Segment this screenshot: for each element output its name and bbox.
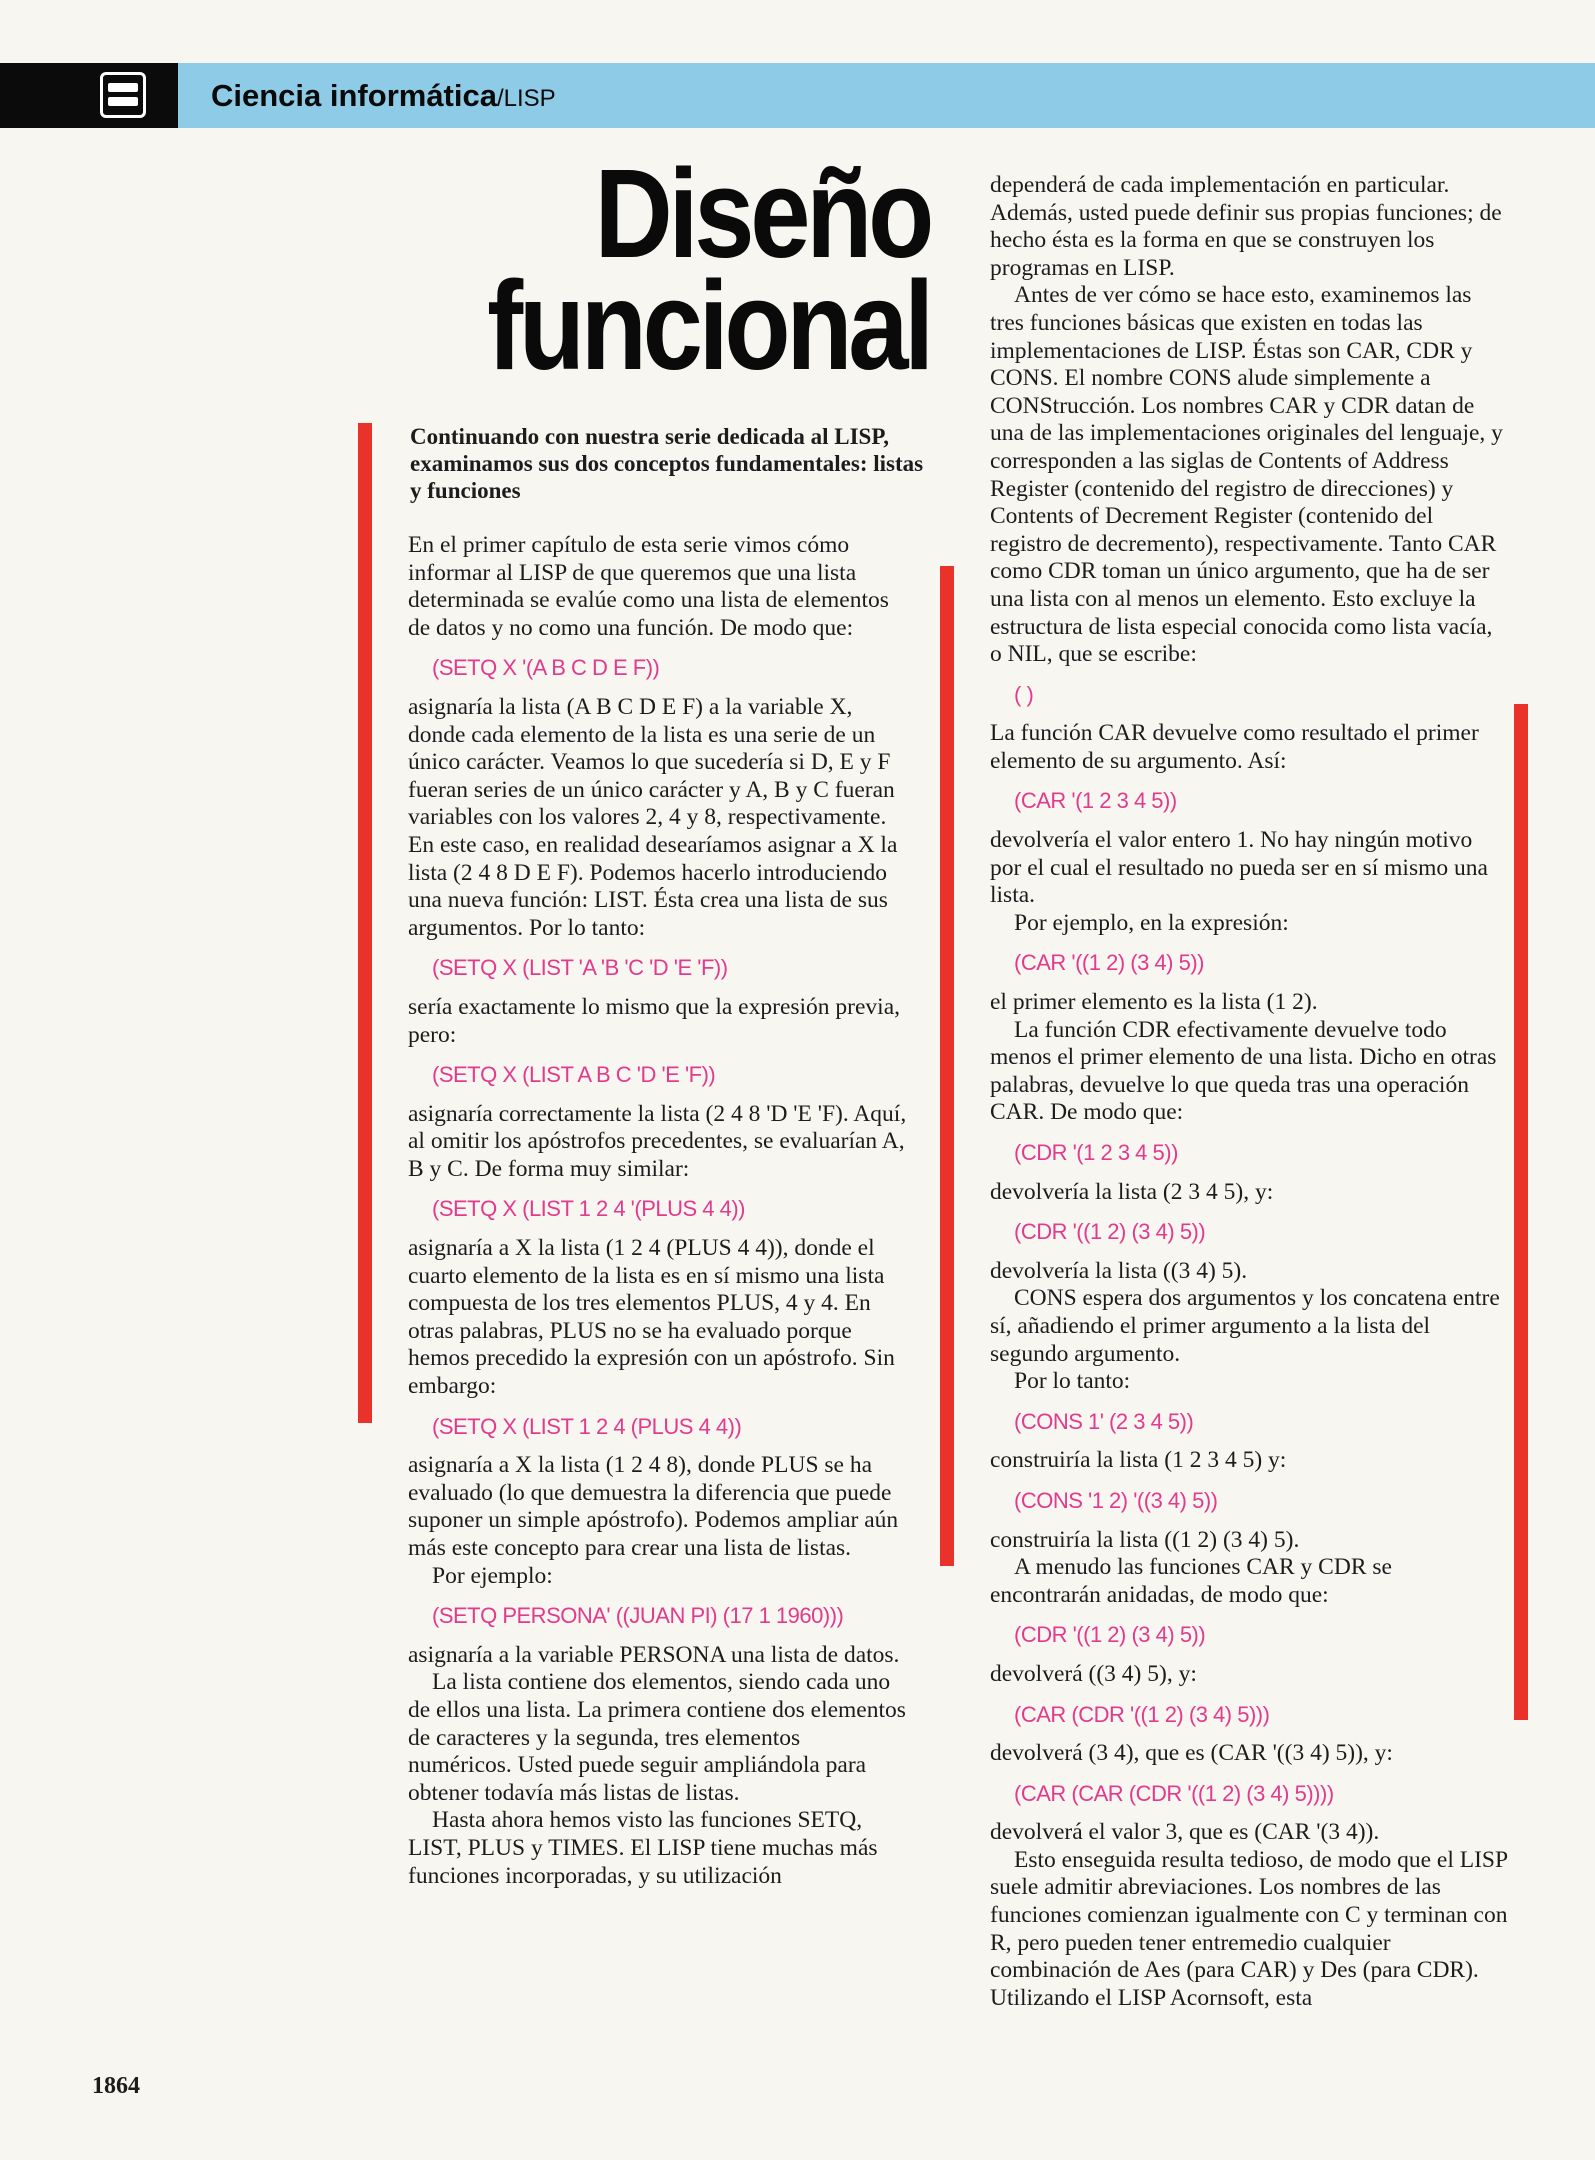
title-line-1: Diseño	[594, 143, 930, 284]
right-red-bar	[1514, 704, 1528, 1720]
middle-red-bar	[940, 566, 954, 1566]
paragraph: asignaría a X la lista (1 2 4 (PLUS 4 4)), donde el cuarto elemento de la lista es en sí mismo una lista compuesta de los tres elementos PLUS, 4 y 4. En otras palabras, PLUS no se ha evaluado porque hemos precedido la expresión con un apóstrofo. Sin embargo:	[408, 1235, 895, 1400]
code-line: (SETQ X (LIST 1 2 4 (PLUS 4 4))	[432, 1413, 742, 1439]
paragraph: devolverá ((3 4) 5), y:	[990, 1660, 1197, 1687]
code-line: (CAR (CDR '((1 2) (3 4) 5)))	[1014, 1701, 1270, 1727]
paragraph: asignaría la lista (A B C D E F) a la variable X, donde cada elemento de la lista es una serie de un único carácter. Veamos lo que sucedería si D, E y F fueran series de un único carácter y A, B y C fueran variables con los valores 2, 4 y 8, respectivamente. En este caso, en realidad desearíamos asignar a X la lista (2 4 8 D E F). Podemos hacerlo introduciendo una nueva función: LIST. Ésta crea una lista de sus argumentos. Por lo tanto:	[408, 693, 898, 941]
code-line: (CAR '(1 2 3 4 5))	[1014, 788, 1177, 814]
code-line: (SETQ X (LIST 1 2 4 '(PLUS 4 4))	[432, 1196, 746, 1222]
paragraph: A menudo las funciones CAR y CDR se encontrarán anidadas, de modo que:	[990, 1554, 1392, 1608]
paragraph: asignaría a la variable PERSONA una lista de datos.	[408, 1641, 900, 1668]
code-line: (CDR '(1 2 3 4 5))	[1014, 1140, 1178, 1165]
paragraph: dependerá de cada implementación en particular. Además, usted puede definir sus propias funciones; de hecho ésta es la forma en que se construyen los programas en LISP.	[990, 172, 1502, 281]
code-line: (CAR (CAR (CDR '((1 2) (3 4) 5))))	[1014, 1780, 1334, 1806]
paragraph: Esto enseguida resulta tedioso, de modo que el LISP suele admitir abreviaciones. Los nombres de las funciones comienzan igualmente con C y terminan con R, pero pueden tener entremedio cualquier combinación de Aes (para CAR) y Des (para CDR). Utilizando el LISP Acornsoft, esta	[990, 1846, 1508, 2011]
paragraph: Por ejemplo:	[432, 1562, 553, 1589]
paragraph: La lista contiene dos elementos, siendo cada uno de ellos una lista. La primera contiene dos elementos de caracteres y la segunda, tres elementos numéricos. Usted puede seguir ampliándola para obtener todavía más listas de listas.	[408, 1669, 906, 1806]
paragraph: CONS espera dos argumentos y los concatena entre sí, añadiendo el primer argumento a la lista del segundo argumento.	[990, 1285, 1500, 1367]
paragraph: devolverá (3 4), que es (CAR '((3 4) 5)), y:	[990, 1740, 1393, 1767]
paragraph: La función CDR efectivamente devuelve todo menos el primer elemento de una lista. Dicho en otras palabras, devuelve lo que queda tras una operación CAR. De modo que:	[990, 1016, 1497, 1126]
page-number: 1864	[92, 2073, 140, 2099]
title-line-2: funcional	[487, 255, 930, 396]
paragraph: asignaría correctamente la lista (2 4 8 'D 'E 'F). Aquí, al omitir los apóstrofos precedentes, se evaluarían A, B y C. De forma muy similar:	[408, 1100, 907, 1182]
code-line: (SETQ X (LIST 'A 'B 'C 'D 'E 'F))	[432, 955, 728, 981]
code-line: (CONS '1 2) '((3 4) 5))	[1014, 1487, 1218, 1513]
paragraph: devolvería la lista (2 3 4 5), y:	[990, 1178, 1274, 1205]
code-line: (CONS 1' (2 3 4 5))	[1014, 1408, 1194, 1434]
code-line: (CDR '((1 2) (3 4) 5))	[1014, 1219, 1206, 1245]
lead-paragraph: Continuando con nuestra serie dedicada al LISP, examinamos sus dos conceptos fundamentales: listas y funciones	[410, 424, 924, 503]
code-line: (SETQ X '(A B C D E F))	[432, 655, 660, 681]
paragraph: En el primer capítulo de esta serie vimos cómo informar al LISP de que queremos que una lista determinada se evalúe como una lista de elementos de datos y no como una función. De modo que:	[408, 532, 889, 641]
section-heading: Ciencia informática/LISP	[211, 78, 556, 113]
paragraph: Por ejemplo, en la expresión:	[1014, 909, 1289, 936]
code-line: (CDR '((1 2) (3 4) 5))	[1014, 1622, 1206, 1648]
paragraph: sería exactamente lo mismo que la expresión previa, pero:	[408, 993, 901, 1048]
code-line: (SETQ PERSONA' ((JUAN PI) (17 1 1960)))	[432, 1603, 844, 1629]
left-red-bar	[358, 423, 372, 1423]
paragraph: asignaría a X la lista (1 2 4 8), donde PLUS se ha evaluado (lo que demuestra la diferencia que puede suponer un simple apóstrofo). Podemos ampliar aún más este concepto para crear una lista de listas.	[408, 1452, 899, 1561]
left-column	[408, 532, 908, 1890]
paragraph: construiría la lista (1 2 3 4 5) y:	[990, 1447, 1287, 1474]
article-title	[457, 143, 930, 396]
paragraph: Por lo tanto:	[1014, 1368, 1131, 1395]
paragraph: Antes de ver cómo se hace esto, examinemos las tres funciones básicas que existen en todas las implementaciones de LISP. Éstas son CAR, CDR y CONS. El nombre CONS alude simplemente a CONStrucción. Los nombres CAR y CDR datan de una de las implementaciones originales del lenguaje, y corresponden a las siglas de Contents of Address Register (contenido del registro de direcciones) y Contents of Decrement Register (contenido del registro de decremento), respectivamente. Tanto CAR como CDR toman un único argumento, que ha de ser una lista con al menos un elemento. Esto excluye la estructura de lista especial conocida como lista vacía, o NIL, que se escribe:	[990, 282, 1503, 668]
code-line: (SETQ X (LIST A B C 'D 'E 'F))	[432, 1062, 716, 1088]
computer-icon	[100, 72, 146, 118]
paragraph: construiría la lista ((1 2) (3 4) 5).	[990, 1526, 1300, 1553]
header-black-block	[0, 63, 178, 128]
code-line: (CAR '((1 2) (3 4) 5))	[1014, 950, 1204, 976]
paragraph: devolverá el valor 3, que es (CAR '(3 4)).	[990, 1819, 1380, 1846]
paragraph: Hasta ahora hemos visto las funciones SETQ, LIST, PLUS y TIMES. El LISP tiene muchas más funciones incorporadas, y su utilización	[408, 1807, 878, 1889]
code-line: ( )	[1014, 681, 1034, 707]
right-column	[990, 172, 1508, 2012]
paragraph: devolvería la lista ((3 4) 5).	[990, 1257, 1248, 1284]
paragraph: devolvería el valor entero 1. No hay ningún motivo por el cual el resultado no pueda ser en sí mismo una lista.	[990, 827, 1488, 909]
paragraph: el primer elemento es la lista (1 2).	[990, 989, 1318, 1016]
paragraph: La función CAR devuelve como resultado el primer elemento de su argumento. Así:	[990, 720, 1479, 774]
